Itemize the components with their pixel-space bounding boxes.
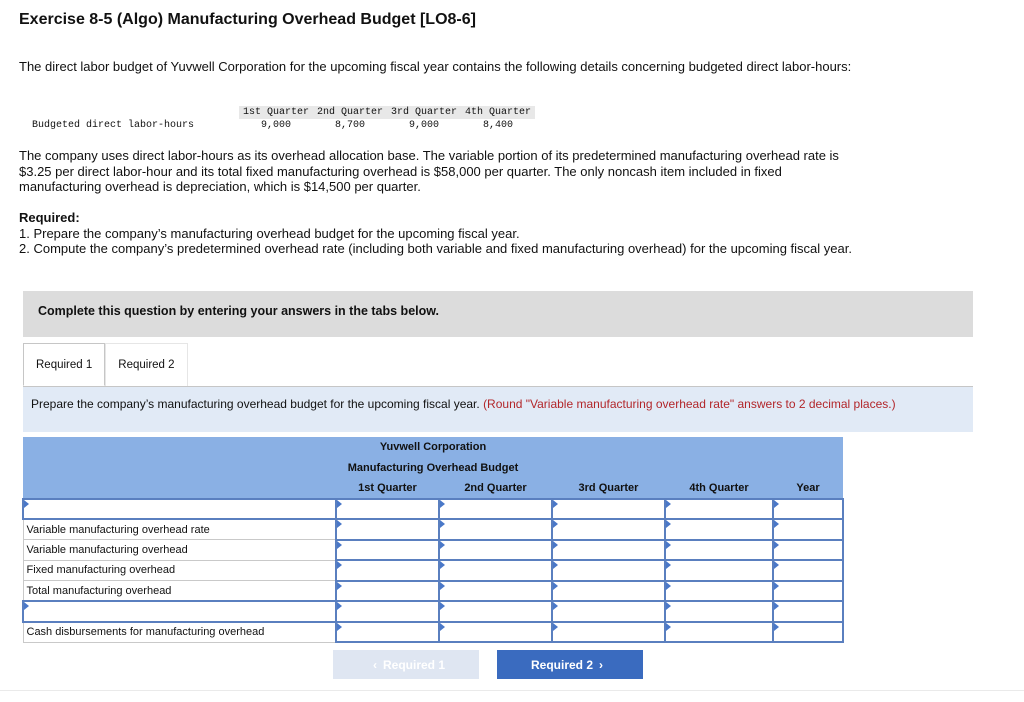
budget-input-cell[interactable] <box>552 622 665 643</box>
budget-input-cell[interactable] <box>336 499 439 520</box>
overhead-budget-table <box>22 437 844 643</box>
tab-required-2[interactable]: Required 2 <box>105 343 187 386</box>
labor-hours-table <box>19 106 535 132</box>
prompt-box <box>23 386 973 432</box>
table-row <box>23 581 843 602</box>
budget-col-q3: 3rd Quarter <box>552 478 665 499</box>
budget-col-q4: 4th Quarter <box>665 478 773 499</box>
budget-row-label: Total manufacturing overhead <box>23 581 336 602</box>
table-row <box>23 540 843 561</box>
labor-row-label: Budgeted direct labor-hours <box>32 120 195 131</box>
table-row <box>23 601 843 622</box>
budget-input-cell[interactable] <box>773 622 843 643</box>
labor-value-q3: 9,000 <box>409 120 440 131</box>
next-button[interactable] <box>497 650 643 679</box>
budget-input-cell[interactable] <box>665 540 773 561</box>
budget-input-cell[interactable] <box>552 519 665 540</box>
labor-col-q3: 3rd Quarter <box>387 106 461 119</box>
labor-col-q4: 4th Quarter <box>461 106 535 119</box>
exercise-title: Exercise 8-5 (Algo) Manufacturing Overhead Budget [LO8-6] <box>19 11 476 28</box>
budget-input-cell[interactable] <box>773 601 843 622</box>
budget-col-year: Year <box>773 478 843 499</box>
budget-input-cell[interactable] <box>336 622 439 643</box>
required-item-2: 2. Compute the company’s predetermined overhead rate (including both variable and fixed manufacturing overhead) for the upcoming fiscal year. <box>19 241 852 256</box>
budget-input-cell[interactable] <box>552 601 665 622</box>
chevron-left-icon: ‹ <box>372 657 377 672</box>
prev-button-label: Required 1 <box>382 657 445 672</box>
budget-col-q2: 2nd Quarter <box>439 478 552 499</box>
budget-input-cell[interactable] <box>439 601 552 622</box>
labor-value-q2: 8,700 <box>335 120 366 131</box>
labor-value-q4: 8,400 <box>483 120 514 131</box>
budget-input-cell[interactable] <box>552 499 665 520</box>
required-item-1: 1. Prepare the company’s manufacturing overhead budget for the upcoming fiscal year. <box>19 226 520 241</box>
table-row <box>23 519 843 540</box>
budget-input-cell[interactable] <box>552 581 665 602</box>
budget-input-cell[interactable] <box>439 560 552 581</box>
table-row <box>23 622 843 643</box>
budget-row-label: Fixed manufacturing overhead <box>23 560 336 581</box>
labor-col-q2: 2nd Quarter <box>313 106 387 119</box>
budget-input-cell[interactable] <box>665 499 773 520</box>
divider <box>0 690 1024 691</box>
budget-row-label: Variable manufacturing overhead rate <box>23 519 336 540</box>
budget-company: Yuvwell Corporation <box>23 437 843 458</box>
table-row <box>23 499 843 520</box>
prev-button[interactable] <box>333 650 479 679</box>
budget-label-input[interactable] <box>23 499 336 520</box>
budget-title: Manufacturing Overhead Budget <box>23 458 843 479</box>
budget-input-cell[interactable] <box>552 560 665 581</box>
required-heading: Required: <box>19 210 80 225</box>
details-text: The company uses direct labor-hours as its overhead allocation base. The variable portion of its predetermined manufacturing overhead rate is $3.25 per direct labor-hour and its total fixed manufacturing overhead is $58,000 per quarter. The only noncash item included in fixed manufacturing overhead is depreciation, which is $14,500 per quarter. <box>19 148 839 194</box>
budget-input-cell[interactable] <box>665 519 773 540</box>
budget-input-cell[interactable] <box>439 519 552 540</box>
intro-text: The direct labor budget of Yuvwell Corporation for the upcoming fiscal year contains the following details concerning budgeted direct labor-hours: <box>19 59 852 74</box>
rounding-note: (Round "Variable manufacturing overhead rate" answers to 2 decimal places.) <box>483 397 896 411</box>
budget-input-cell[interactable] <box>773 560 843 581</box>
budget-input-cell[interactable] <box>336 601 439 622</box>
labor-value-q1: 9,000 <box>261 120 292 131</box>
budget-row-label: Variable manufacturing overhead <box>23 540 336 561</box>
budget-input-cell[interactable] <box>773 519 843 540</box>
table-row <box>23 560 843 581</box>
budget-input-cell[interactable] <box>336 560 439 581</box>
budget-row-label: Cash disbursements for manufacturing overhead <box>23 622 336 643</box>
budget-input-cell[interactable] <box>665 560 773 581</box>
labor-col-q1: 1st Quarter <box>239 106 313 119</box>
tab-required-1[interactable]: Required 1 <box>23 343 105 386</box>
budget-input-cell[interactable] <box>439 540 552 561</box>
budget-input-cell[interactable] <box>665 581 773 602</box>
instruction-bar <box>23 291 973 337</box>
budget-input-cell[interactable] <box>439 622 552 643</box>
budget-input-cell[interactable] <box>336 540 439 561</box>
chevron-right-icon: › <box>599 657 603 672</box>
budget-input-cell[interactable] <box>665 601 773 622</box>
prompt-text: Prepare the company’s manufacturing overhead budget for the upcoming fiscal year. <box>31 397 480 411</box>
budget-input-cell[interactable] <box>665 622 773 643</box>
next-button-label: Required 2 <box>530 657 593 672</box>
budget-input-cell[interactable] <box>773 499 843 520</box>
budget-label-input[interactable] <box>23 601 336 622</box>
budget-input-cell[interactable] <box>773 581 843 602</box>
budget-input-cell[interactable] <box>336 519 439 540</box>
budget-input-cell[interactable] <box>336 581 439 602</box>
budget-input-cell[interactable] <box>773 540 843 561</box>
budget-input-cell[interactable] <box>552 540 665 561</box>
budget-col-q1: 1st Quarter <box>336 478 439 499</box>
budget-input-cell[interactable] <box>439 581 552 602</box>
budget-input-cell[interactable] <box>439 499 552 520</box>
tab-bar <box>23 343 188 386</box>
instruction-text: Complete this question by entering your answers in the tabs below. <box>38 304 439 318</box>
